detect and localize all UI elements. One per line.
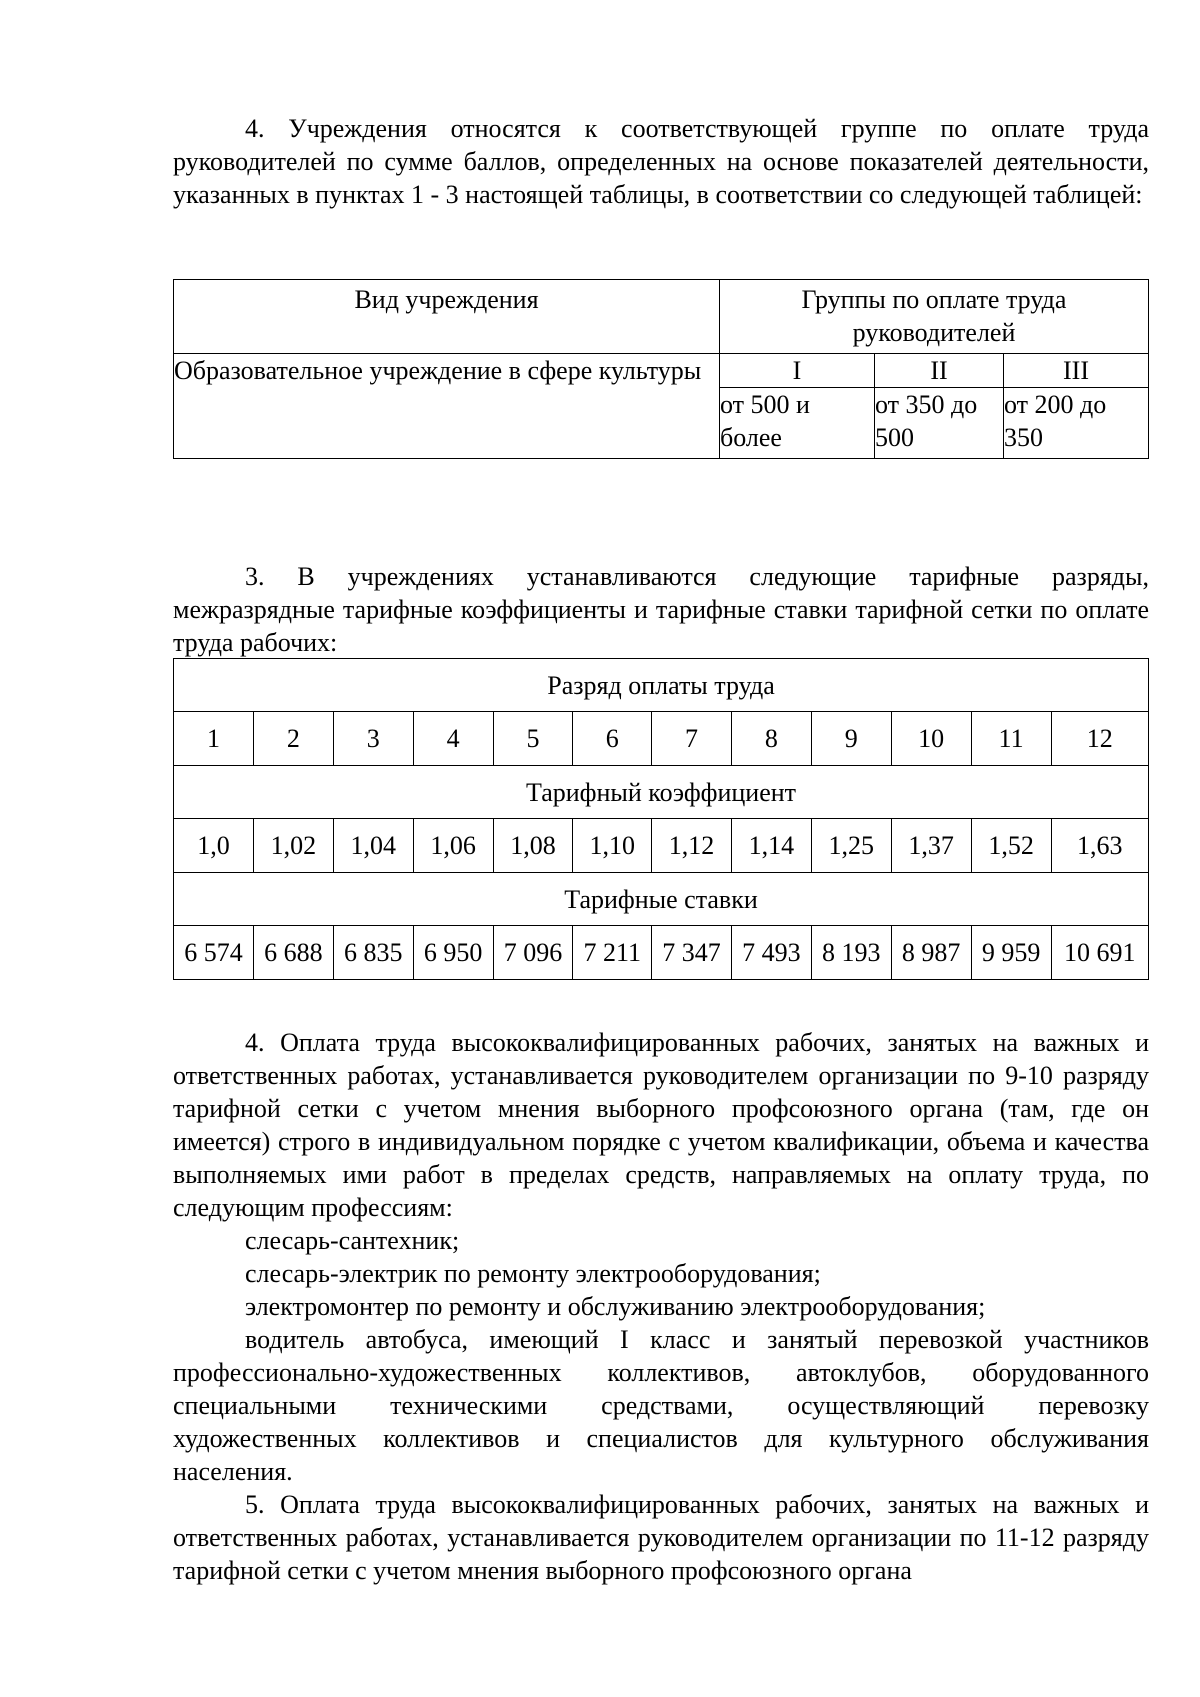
coef-cell: 1,12	[652, 819, 732, 873]
table-row	[174, 354, 1149, 388]
coef-cell: 1,52	[971, 819, 1051, 873]
table-row	[174, 659, 1149, 712]
rate-cell: 6 835	[333, 926, 413, 980]
tariff-grid-table	[173, 658, 1149, 980]
rates-title: Тарифные ставки	[174, 873, 1149, 926]
section-4-intro	[173, 112, 1149, 211]
rate-cell: 7 493	[731, 926, 811, 980]
header-type: Вид учреждения	[174, 280, 720, 354]
rate-cell: 8 987	[891, 926, 971, 980]
range-cell: от 350 до 500	[875, 388, 1004, 459]
grade-cell: 5	[493, 712, 573, 766]
grade-cell: 6	[573, 712, 652, 766]
table-row	[174, 766, 1149, 819]
rate-cell: 9 959	[971, 926, 1051, 980]
coef-cell: 1,02	[253, 819, 333, 873]
list-item: слесарь-электрик по ремонту электрооборудования;	[245, 1259, 821, 1288]
grades-row	[174, 712, 1149, 766]
rate-cell: 7 211	[573, 926, 652, 980]
paragraph: 5. Оплата труда высококвалифицированных рабочих, занятых на важных и ответственных работах, устанавливается руководителем организации по 11-12 разряду тарифной сетки с учетом мнения выборного профсоюзного органа	[173, 1490, 1149, 1585]
grade-cell: 8	[731, 712, 811, 766]
manager-groups-table	[173, 279, 1149, 459]
group-cell: III	[1004, 354, 1149, 388]
list-item: электромонтер по ремонту и обслуживанию электрооборудования;	[245, 1292, 986, 1321]
grade-cell: 11	[971, 712, 1051, 766]
coef-cell: 1,63	[1051, 819, 1148, 873]
grade-cell: 7	[652, 712, 732, 766]
range-cell: от 200 до 350	[1004, 388, 1149, 459]
coef-cell: 1,04	[333, 819, 413, 873]
institution-type: Образовательное учреждение в сфере культуры	[174, 354, 720, 459]
rate-cell: 6 574	[174, 926, 254, 980]
grade-cell: 9	[811, 712, 891, 766]
coefs-row	[174, 819, 1149, 873]
group-cell: I	[720, 354, 875, 388]
rates-row	[174, 926, 1149, 980]
coef-title: Тарифный коэффициент	[174, 766, 1149, 819]
section-3-intro	[173, 560, 1149, 659]
grade-cell: 3	[333, 712, 413, 766]
coef-cell: 1,0	[174, 819, 254, 873]
grade-cell: 10	[891, 712, 971, 766]
rate-cell: 8 193	[811, 926, 891, 980]
paragraph: 4. Учреждения относятся к соответствующей группе по оплате труда руководителей по сумме баллов, определенных на основе показателей деятельности, указанных в пунктах 1 - 3 настоящей таблицы, в соответствии со следующей таблицей:	[173, 114, 1149, 209]
list-item: слесарь-сантехник;	[245, 1226, 460, 1255]
rate-cell: 7 347	[652, 926, 732, 980]
coef-cell: 1,10	[573, 819, 652, 873]
grade-title: Разряд оплаты труда	[174, 659, 1149, 712]
rate-cell: 6 950	[413, 926, 493, 980]
section-4b	[173, 1026, 1149, 1587]
range-cell: от 500 и более	[720, 388, 875, 459]
grade-cell: 12	[1051, 712, 1148, 766]
paragraph: 3. В учреждениях устанавливаются следующие тарифные разряды, межразрядные тарифные коэффициенты и тарифные ставки тарифной сетки по оплате труда рабочих:	[173, 562, 1149, 657]
table-row	[174, 873, 1149, 926]
rate-cell: 7 096	[493, 926, 573, 980]
list-item: водитель автобуса, имеющий I класс и занятый перевозкой участников профессионально-художественных коллективов, автоклубов, оборудованного специальными техническими средствами, осуществляющий перевозку художественных коллективов и специалистов для культурного обслуживания населения.	[173, 1325, 1149, 1486]
coef-cell: 1,37	[891, 819, 971, 873]
coef-cell: 1,06	[413, 819, 493, 873]
coef-cell: 1,25	[811, 819, 891, 873]
grade-cell: 2	[253, 712, 333, 766]
group-cell: II	[875, 354, 1004, 388]
coef-cell: 1,14	[731, 819, 811, 873]
grade-cell: 1	[174, 712, 254, 766]
rate-cell: 10 691	[1051, 926, 1148, 980]
grade-cell: 4	[413, 712, 493, 766]
header-groups: Группы по оплате труда руководителей	[720, 280, 1149, 354]
table-header-row	[174, 280, 1149, 354]
paragraph: 4. Оплата труда высококвалифицированных рабочих, занятых на важных и ответственных работах, устанавливается руководителем организации по 9-10 разряду тарифной сетки с учетом мнения выборного профсоюзного органа (там, где он имеется) строго в индивидуальном порядке с учетом квалификации, объема и качества выполняемых ими работ в пределах средств, направляемых на оплату труда, по следующим профессиям:	[173, 1028, 1149, 1222]
rate-cell: 6 688	[253, 926, 333, 980]
coef-cell: 1,08	[493, 819, 573, 873]
